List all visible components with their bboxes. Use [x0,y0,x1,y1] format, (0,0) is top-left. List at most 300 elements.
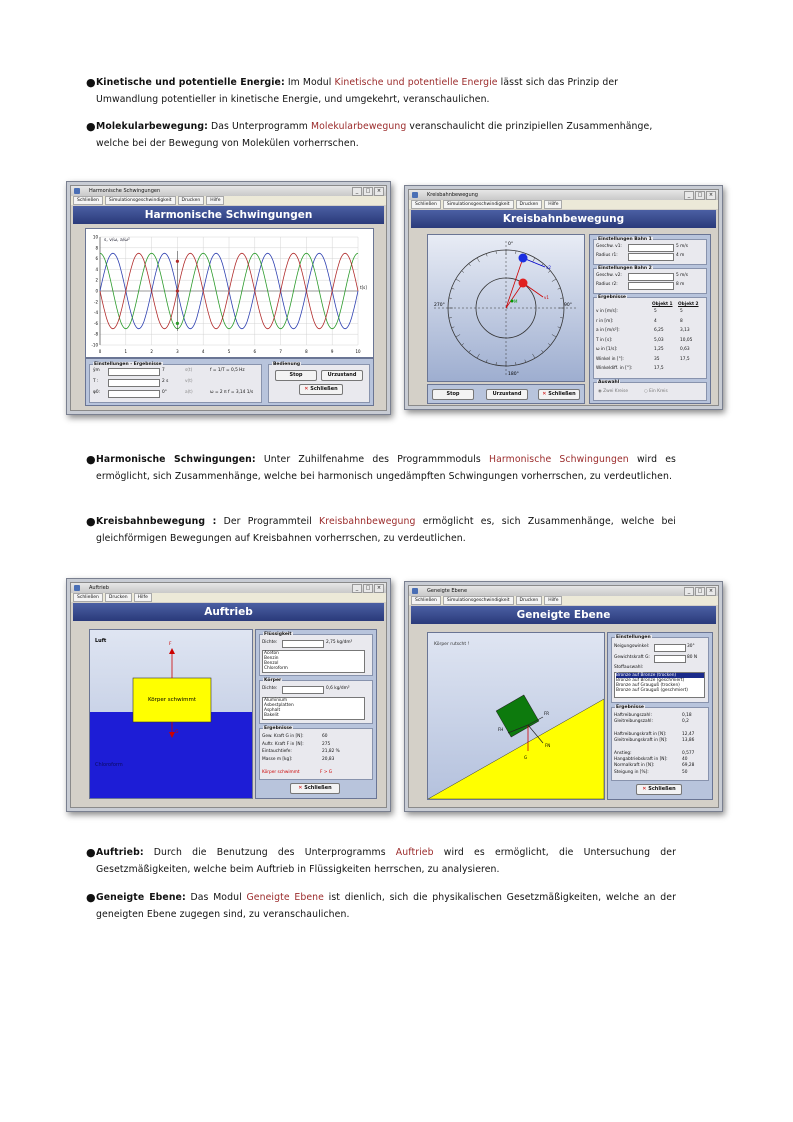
orbit-tick [533,354,536,358]
x-icon: ✕ [542,391,549,397]
result-value: 3,13 [680,328,690,333]
keyword-link[interactable]: Harmonische Schwingungen [489,454,629,465]
menubar [71,593,386,602]
force-fh-label: FH [498,727,504,732]
settings-group [89,364,262,403]
result-value: 5 [680,309,683,314]
result-value: 5 [654,309,657,314]
bullet-text: Das Modul [185,892,247,903]
orbit-tick [462,271,464,273]
close-icon[interactable]: × [706,587,716,596]
menu-speed[interactable]: Simulationsgeschwindigkeit [443,200,514,209]
close-button[interactable] [299,384,343,395]
maximize-icon[interactable]: □ [363,584,373,593]
x-tick-label: 0 [98,349,102,354]
force-fn-label: FN [545,743,551,748]
list-item[interactable]: Asphalt [264,708,281,713]
list-item-selected[interactable]: Bronze auf Bronze (trocken) [616,673,704,678]
period-slider[interactable] [108,379,160,387]
group-title: Bedienung [273,362,301,367]
result-value: 0,18 [682,713,692,718]
mass-label: M [514,299,518,304]
object-1 [519,279,528,288]
kreis-settings-panel [589,234,711,404]
bottom-panel [85,358,374,406]
result-label: a in [m/s²]: [596,328,620,333]
speed2-value: 5 m/s [676,273,688,278]
bullet-label: Kinetische und potentielle Energie: [96,77,285,88]
close-button[interactable] [636,784,682,795]
window-titlebar [71,186,386,196]
radio-two-circles[interactable]: ◉ Zwei Kreise [598,389,628,394]
incline-diagram [428,633,604,799]
weight-label: Gewichtskraft G: [614,655,650,660]
result-value: 5,03 [654,337,664,343]
status-text: Körper schwimmt [262,770,300,775]
weight-slider[interactable] [654,655,686,663]
status-text: Körper rutscht ! [434,642,470,647]
amplitude-value: 7 [162,368,165,373]
result-label: Masse m [kg]: [262,756,293,762]
radius2-value: 8 m [676,282,685,287]
keyword-link[interactable]: Molekularbewegung [311,121,407,132]
app-icon [412,588,418,594]
reset-button[interactable]: Urzustand [486,389,528,400]
orbit-tick [451,288,454,289]
kreis-button-bar [427,384,585,404]
period-value: 2 s [162,379,169,384]
result-label: r in [m]: [596,318,614,324]
fluid-density-value: 2,75 kg/dm³ [326,640,353,645]
orbit-tick [449,298,452,299]
orbit-tick [552,335,556,338]
bullet-energie [86,74,676,108]
group-title: Auswahl [598,380,620,385]
speed2-slider[interactable] [628,273,674,281]
air-label: Luft [95,638,107,644]
bullet-auftrieb [86,844,676,878]
result-label: Gleitreibungszahl: [614,719,653,725]
x-tick-label: 10 [355,349,361,354]
x-icon: ✕ [304,386,311,392]
app-icon [74,585,80,591]
y-tick-label: 8 [95,245,98,251]
menu-speed[interactable]: Simulationsgeschwindigkeit [105,196,176,205]
stop-button[interactable]: Stop [275,370,317,381]
menubar [409,200,718,209]
amplitude-label: ŷm [93,368,100,373]
window-titlebar [409,190,718,200]
bullet-label: Auftrieb: [96,847,144,858]
menu-hilfe[interactable]: Hilfe [206,196,224,205]
bullet-text: Unter Zuhilfenahme des Programmmoduls [255,454,490,465]
group-title: Einstellungen Bahn 2 [598,266,652,271]
auswahl-group [593,382,707,401]
result-value: 17,5 [680,356,690,362]
keyword-link[interactable]: Geneigte Ebene [246,892,324,903]
list-item[interactable]: Bakelit [264,713,279,718]
menu-drucken[interactable]: Drucken [105,593,132,602]
force-g-label: G [175,730,179,735]
bullet-label: Geneigte Ebene: [96,892,186,903]
bullet-text: ermöglicht es, sich Zusammenhänge, welche bei gleichförmigen Bewegungen auf Kreisbahnen vorherrschen, zu verdeutlichen. [96,516,676,544]
close-label: Schließen [310,386,338,392]
fluid-density-slider[interactable] [282,640,324,648]
stop-button[interactable]: Stop [432,389,474,400]
result-label: Normalkraft in [N]: [614,763,655,769]
circle-canvas [427,234,585,382]
window-titlebar [71,583,386,593]
close-label: Schließen [648,786,676,792]
frequency-result: f = 1/T = 0,5 Hz [210,368,245,373]
bullet-label: Kreisbahnbewegung : [96,516,217,527]
menu-hilfe[interactable]: Hilfe [544,596,562,605]
legend-label: s, v/ω, a/ω² [104,238,130,243]
check-v[interactable]: v(t) [185,379,193,384]
y-tick-label: 0 [95,288,98,294]
module-banner: Harmonische Schwingungen [73,206,384,224]
object-2 [519,254,528,263]
result-value: 6,25 [654,328,664,333]
bullet-dot: ● [86,891,96,904]
check-s[interactable]: s(t) [185,368,193,373]
x-tick-label: 3 [176,349,179,354]
bullet-text: Durch die Benutzung des Unterprogramms [143,847,396,858]
bullet-label: Molekularbewegung: [96,121,208,132]
phase-label: φ0: [93,390,101,395]
maximize-icon[interactable]: □ [363,187,373,196]
buoyancy-window [66,578,391,812]
result-label: Eintauchtiefe: [262,749,292,754]
menu-schliessen[interactable]: Schließen [73,196,103,205]
radio-label: Ein Kreis [649,389,668,394]
module-banner: Geneigte Ebene [411,606,716,624]
incline-settings-group [611,637,709,703]
y-tick-label: 10 [92,234,98,240]
module-banner: Kreisbahnbewegung [411,210,716,228]
cursor-point [176,260,179,263]
orbit-tick [477,258,480,262]
keyword-link[interactable]: Auftrieb [395,847,434,858]
col-objekt2: Objekt 2 [678,302,699,307]
window-title: Geneigte Ebene [427,588,468,594]
incline-window [404,581,723,812]
result-label: T in [s]: [596,337,613,343]
orbit-tick [496,362,497,365]
phase-slider[interactable] [108,390,160,398]
orbit-tick [525,360,526,363]
fluid-label: Chloroform [95,762,123,768]
result-label: Auftr. Kraft F in [N]: [262,741,304,747]
result-value: 20,83 [322,756,335,762]
group-title: Ergebnisse [616,705,644,710]
minimize-icon[interactable]: _ [684,587,694,596]
x-tick-label: 7 [279,349,282,354]
list-item[interactable]: Bronze auf Bronze (geschmiert) [616,678,685,683]
x-tick-label: 6 [253,349,257,354]
menu-drucken[interactable]: Drucken [516,200,543,209]
bullet-text: Im Modul [284,77,335,88]
result-value: 21,82 % [322,749,340,754]
oscillation-plot [85,228,374,358]
radius2-label: Radius r2: [596,282,618,287]
bullet-dot: ● [86,515,96,528]
close-button[interactable] [290,783,340,794]
result-label: Haftreibungskraft in [N]: [614,731,667,737]
radio-one-circle[interactable]: ○ Ein Kreis [644,389,668,394]
orbit-tick [456,279,460,282]
fluid-density-label: Dichte: [262,640,278,645]
circular-window [404,185,723,410]
orbit-tick [477,354,480,358]
close-button[interactable] [538,389,580,400]
speed1-label: Geschw. v1: [596,244,622,249]
force-f-label: F [169,642,172,647]
result-value: 8 [680,318,683,324]
result-value: 50 [682,769,688,775]
angle-0-label: 0° [508,242,514,247]
close-icon[interactable]: × [374,187,384,196]
close-icon[interactable]: × [374,584,384,593]
angle-slider[interactable] [654,644,686,652]
orbit-tick [558,288,561,289]
result-value: 60 [322,734,328,739]
close-icon[interactable]: × [706,191,716,200]
incline-results-group [611,707,709,781]
group-title: Ergebnisse [598,295,626,300]
radius2-slider[interactable] [628,282,674,290]
orbit-tick [496,251,497,254]
bullet-text: ist dienlich, sich die physikalischen Gesetzmäßigkeiten, welche an der geneigten Ebene zugegen sind, zu veranschaulichen. [96,892,676,920]
bullet-text: veranschaulicht die prinzipiellen Zusammenhänge, welche bei der Bewegung von Molekülen vorherrschen. [96,121,653,149]
oscillation-chart [86,229,373,357]
orbit-tick [486,253,487,256]
bullet-text: wird es ermöglicht, sich Zusammenhänge, welche bei harmonisch ungedämpften Schwingungen vorherrschen, zu verdeutlichen. [96,454,676,482]
angle-180-label: 180° [508,372,519,377]
x-tick-label: 2 [150,349,153,354]
app-icon [412,192,418,198]
group-title: Körper [264,678,282,683]
bullet-text: Das Unterprogramm [207,121,311,132]
result-label: Haftreibungszahl: [614,713,652,718]
incline-canvas [427,632,605,800]
bullet-text: lässt sich das Prinzip der Umwandlung potentieller in kinetische Energie, und umgekehrt, veranschaulichen. [96,77,619,105]
menubar [409,596,718,605]
close-label: Schließen [304,785,332,791]
radius1-value: 4 m [676,253,685,258]
body-group [259,680,373,724]
orbit-tick [548,271,550,273]
orbit-tick [558,327,561,328]
orbit-tick [451,327,454,328]
menu-schliessen[interactable]: Schließen [411,200,441,209]
minimize-icon[interactable]: _ [352,584,362,593]
speed1-value: 5 m/s [676,244,688,249]
orbit-tick [560,298,563,299]
force-g-label: G [524,755,528,760]
x-tick-label: 8 [305,349,308,354]
maximize-icon[interactable]: □ [695,191,705,200]
buoyancy-results-group [259,728,373,780]
result-label: Hangabtriebskraft in [N]: [614,757,668,763]
minimize-icon[interactable]: _ [352,187,362,196]
y-tick-label: 2 [95,277,98,283]
window-titlebar [409,586,718,596]
minimize-icon[interactable]: _ [684,191,694,200]
amplitude-slider[interactable] [108,368,160,376]
v1-label: v1 [544,295,549,300]
close-label: Schließen [548,391,576,397]
orbit-tick [548,343,550,345]
x-icon: ✕ [298,785,305,791]
bullet-dot: ● [86,846,96,859]
result-value: 12,47 [682,731,695,737]
y-tick-label: -4 [94,310,98,316]
cursor-point [176,322,179,325]
bahn1-group [593,239,707,265]
x-tick-label: 9 [330,349,334,354]
x-icon: ✕ [642,786,649,792]
orbit-tick [456,335,460,338]
material-label: Stoffauswahl: [614,665,644,670]
fluid-list[interactable] [262,650,365,673]
window-title: Kreisbahnbewegung [427,192,478,198]
x-tick-label: 1 [124,349,128,354]
phase-value: 0° [162,390,167,395]
result-value: 17,5 [654,366,664,371]
result-label: Winkel in [°]: [596,356,624,362]
result-label: ω in [1/s]: [596,347,618,352]
orbit-tick [560,318,563,319]
list-item[interactable]: Bronze auf Grauguß (trocken) [616,683,680,688]
group-title: Ergebnisse [264,726,292,731]
radius-1 [506,283,523,308]
result-value: 4 [654,318,657,324]
list-item[interactable]: Bronze auf Grauguß (geschmiert) [616,688,688,693]
menu-drucken[interactable]: Drucken [516,596,543,605]
window-title: Harmonische Schwingungen [89,188,161,194]
menu-schliessen[interactable]: Schließen [411,596,441,605]
bullet-kreis [86,513,676,547]
arrow-head-up [169,648,175,654]
orbit-tick [533,258,536,262]
material-list[interactable] [262,697,365,720]
menu-schliessen[interactable]: Schließen [73,593,103,602]
group-title: Einstellungen Bahn 1 [598,237,652,242]
body-density-value: 0,6 kg/dm³ [326,686,350,691]
orbit-tick [552,279,556,282]
result-label: Gew. Kraft G in [N]: [262,734,304,739]
list-item[interactable]: Aluminium [264,698,288,703]
y-tick-label: -2 [94,299,98,305]
harmonic-window [66,181,391,415]
result-value: 0,2 [682,719,689,725]
keyword-link[interactable]: Kreisbahnbewegung [319,516,416,527]
result-label: Steigung in [%]: [614,769,649,775]
fluid-group [259,634,373,676]
cursor-point [176,289,179,292]
group-title: Einstellungen - Ergebnisse [94,362,162,367]
list-item[interactable]: Aceton [264,651,279,656]
material-select[interactable] [614,672,705,698]
module-banner: Auftrieb [73,603,384,621]
group-title: Flüssigkeit [264,632,292,637]
y-tick-label: -10 [91,342,98,348]
omega-result: ω = 2 π f = 3,14 1/s [210,390,254,395]
result-value: 10,05 [680,337,693,343]
menubar [71,196,386,205]
bullet-dot: ● [86,453,96,466]
maximize-icon[interactable]: □ [695,587,705,596]
bullet-molekular [86,118,676,152]
y-tick-label: -6 [94,320,98,326]
force-fr-label: FR [544,711,550,716]
result-value: 35 [654,356,660,362]
result-label: Gleitreibungskraft in [N]: [614,738,668,744]
menu-hilfe[interactable]: Hilfe [134,593,152,602]
result-value: 13,86 [682,738,695,744]
menu-speed[interactable]: Simulationsgeschwindigkeit [443,596,514,605]
radius1-slider[interactable] [628,253,674,261]
window-title: Auftrieb [89,585,109,591]
angle-value: 30° [687,644,695,649]
body-label: Körper schwimmt [147,697,197,703]
list-item[interactable]: Asbestplatten [264,703,294,708]
water [90,712,252,798]
result-value: 275 [322,741,331,747]
period-label: T : [93,379,99,384]
incline-settings-panel [607,632,713,800]
radio-label: Zwei Kreise [603,389,628,394]
orbit-tick [516,362,517,365]
v2-label: v2 [546,265,551,270]
list-item[interactable]: Benzin [264,656,279,661]
keyword-link[interactable]: Kinetische und potentielle Energie [334,77,498,88]
orbit-tick [449,318,452,319]
buoyancy-diagram [90,630,252,798]
reset-button[interactable]: Urzustand [321,370,363,381]
result-value: 0,63 [680,347,690,352]
orbit-tick [486,360,487,363]
group-title: Einstellungen [616,635,651,640]
x-tick-label: 5 [227,349,231,354]
orbit-tick [469,350,471,352]
bullet-dot: ● [86,76,96,89]
angle-270-label: 270° [434,303,445,308]
list-item[interactable]: Benzol [264,661,279,666]
speed2-label: Geschw. v2: [596,273,622,278]
result-value: 40 [682,757,688,763]
y-tick-label: -8 [94,331,98,337]
menu-drucken[interactable]: Drucken [178,196,205,205]
control-group [268,364,370,403]
check-a[interactable]: a(t) [185,390,193,395]
bullet-label: Harmonische Schwingungen: [96,454,256,465]
menu-hilfe[interactable]: Hilfe [544,200,562,209]
app-icon [74,188,80,194]
result-label: Anstieg: [614,750,632,756]
body-density-slider[interactable] [282,686,324,694]
buoyancy-canvas [89,629,253,799]
speed1-slider[interactable] [628,244,674,252]
bullet-harmonisch [86,451,676,485]
angle-label: Neigungswinkel: [614,644,650,649]
y-tick-label: 4 [95,266,98,272]
list-item[interactable]: Chloroform [264,666,288,671]
col-objekt1: Objekt 1 [652,302,673,307]
result-value: 0,577 [682,750,695,756]
radius1-label: Radius r1: [596,253,618,258]
